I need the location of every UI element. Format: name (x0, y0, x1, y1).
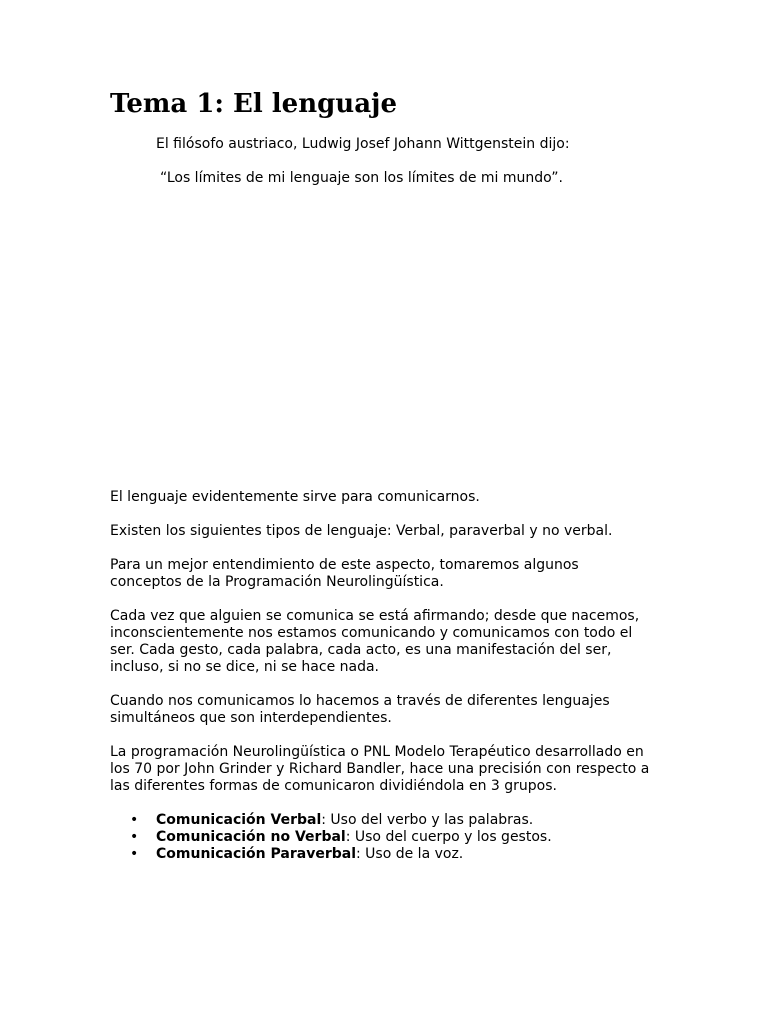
list-item-desc: : Uso del verbo y las palabras. (321, 812, 534, 828)
paragraph: Existen los siguientes tipos de lenguaje: Verbal, paraverbal y no verbal. (110, 523, 613, 539)
paragraph: La programación Neurolingüística o PNL Modelo Terapéutico desarrollado en los 70 por John Grinder y Richard Bandler, hace una precisión con respecto a las diferentes formas de comunicaron dividiéndola en 3 grupos. (110, 744, 650, 794)
page-title: Tema 1: El lenguaje (110, 89, 398, 119)
paragraph: Cuando nos comunicamos lo hacemos a través de diferentes lenguajes simultáneos que son interdependientes. (110, 693, 610, 726)
bullet-icon: • (130, 812, 139, 828)
paragraph: El lenguaje evidentemente sirve para comunicarnos. (110, 489, 480, 505)
list-item-desc: : Uso del cuerpo y los gestos. (345, 829, 552, 845)
bullet-icon: • (130, 829, 139, 845)
list-item (110, 846, 650, 863)
list-item (110, 812, 650, 829)
list-item (110, 829, 650, 846)
communication-types-list (110, 812, 650, 863)
wittgenstein-quote: “Los límites de mi lenguaje son los límites de mi mundo”. (160, 170, 563, 186)
body-text (110, 489, 650, 863)
list-item-desc: : Uso de la voz. (356, 846, 464, 862)
list-item-term: Comunicación Paraverbal (156, 846, 356, 862)
list-item-term: Comunicación no Verbal (156, 829, 346, 845)
bullet-icon: • (130, 846, 139, 862)
paragraph: Para un mejor entendimiento de este aspecto, tomaremos algunos conceptos de la Programación Neurolingüística. (110, 557, 579, 590)
list-item-term: Comunicación Verbal (156, 812, 322, 828)
paragraph: Cada vez que alguien se comunica se está afirmando; desde que nacemos, inconscientemente nos estamos comunicando y comunicamos con todo el ser. Cada gesto, cada palabra, cada acto, es una manifestación del ser, incluso, si no se dice, ni se hace nada. (110, 608, 640, 675)
intro-line: El filósofo austriaco, Ludwig Josef Johann Wittgenstein dijo: (156, 136, 570, 152)
